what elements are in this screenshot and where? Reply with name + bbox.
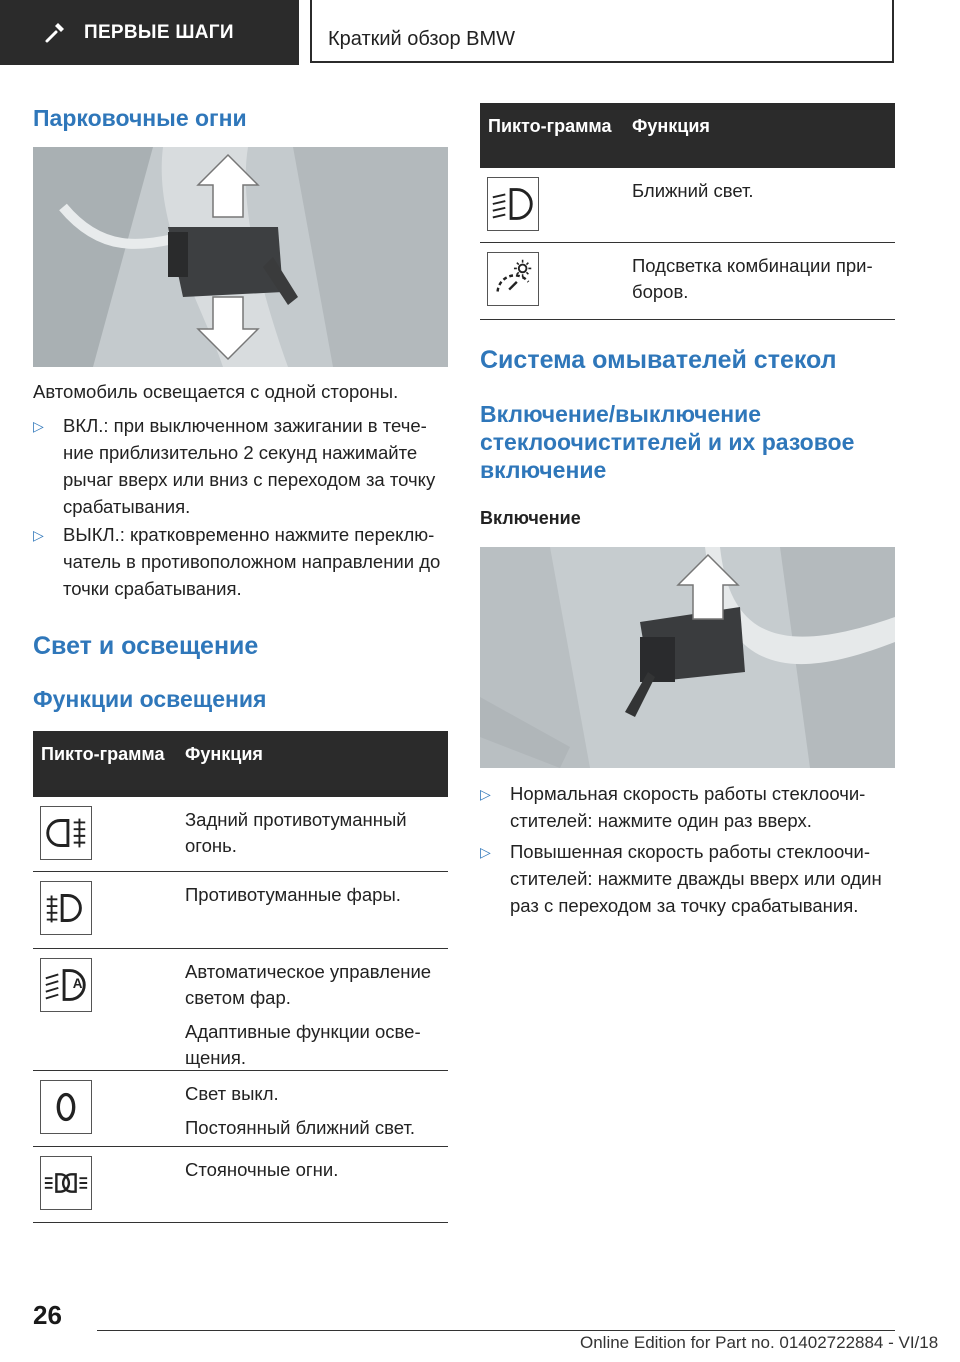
table-row [33,1071,448,1147]
page-number: 26 [33,1300,62,1330]
row-function [632,178,889,212]
list-item-text: ВЫКЛ.: кратковременно нажмите переклю-чатель в противоположном направлении до точки срабатывания. [63,524,441,599]
row-function [185,1157,442,1191]
rear-fog-light-icon [40,806,92,860]
row-function [185,882,442,916]
list-item [480,780,895,834]
wiper-lever-photo [480,547,895,768]
wrench-icon [44,22,66,44]
triangle-bullet-icon: ▷ [480,786,491,802]
low-beam-icon [487,177,539,231]
header-function: Функция [632,116,710,136]
on-label: Включение [480,508,581,528]
table-row [33,1147,448,1223]
table-row [33,949,448,1071]
row-text: Автоматическое управление светом фар. [185,961,432,1008]
instrument-lighting-icon [487,252,539,306]
section-label: ПЕРВЫЕ ШАГИ [84,21,234,43]
row-text: Адаптивные функции осве-щения. [185,1021,421,1068]
row-function [185,1081,442,1149]
row-function [632,253,889,313]
wiper-subtitle: Включение/выключение стеклоочистителей и их разовое включение [480,401,855,483]
light-functions-title: Функции освещения [33,686,267,712]
table-header [480,103,895,168]
footer-divider [97,1330,895,1331]
row-function [185,807,442,867]
chapter-tab [310,0,894,63]
list-item [480,838,895,919]
washer-system-title: Система омывателей стекол [480,346,837,374]
table-row [480,168,895,243]
list-item-text: Повышенная скорость работы стеклоочи-стителей: нажмите дважды вверх или один раз с переходом за точку срабатывания. [510,841,882,916]
row-text: Задний противотуманный огонь. [185,809,407,856]
row-text: Стояночные огни. [185,1159,339,1180]
row-function [185,959,442,1079]
list-item [33,412,448,520]
light-switch-photo [33,147,448,367]
chapter-label: Краткий обзор BMW [328,28,516,50]
row-text: Подсветка комбинации при-боров. [632,255,873,302]
header-pictogram: Пикто-грамма [41,744,165,764]
table-row [33,872,448,949]
row-text: Постоянный ближний свет. [185,1117,416,1138]
table-row [480,243,895,320]
list-item-text: Нормальная скорость работы стеклоочи-стителей: нажмите один раз вверх. [510,783,866,831]
auto-headlight-icon [40,958,92,1012]
light-section-title: Свет и освещение [33,632,259,660]
lighting-functions-table [33,731,448,1223]
parking-lights-title: Парковочные огни [33,105,247,131]
parking-lights-icon [40,1156,92,1210]
header-function: Функция [185,744,263,764]
lighting-functions-table-continued [480,103,895,320]
triangle-bullet-icon: ▷ [33,527,44,543]
triangle-bullet-icon: ▷ [33,418,44,434]
row-text: Противотуманные фары. [185,884,401,905]
front-fog-light-icon [40,881,92,935]
triangle-bullet-icon: ▷ [480,844,491,860]
svg-text:A: A [72,975,83,991]
row-text: Свет выкл. [185,1083,279,1104]
list-item-text: ВКЛ.: при выключенном зажигании в тече-ние приблизительно 2 секунд нажимайте рычаг вверх или вниз с переходом за точку срабатывания. [63,415,436,517]
edition-text: Online Edition for Part no. 01402722884 - VI/18 [580,1333,939,1352]
section-tab [0,0,299,65]
lights-off-icon [40,1080,92,1134]
table-row [33,797,448,872]
parking-text: Автомобиль освещается с одной стороны. [33,381,399,402]
list-item [33,521,448,602]
header-pictogram: Пикто-грамма [488,116,612,136]
row-text: Ближний свет. [632,180,754,201]
table-header [33,731,448,797]
